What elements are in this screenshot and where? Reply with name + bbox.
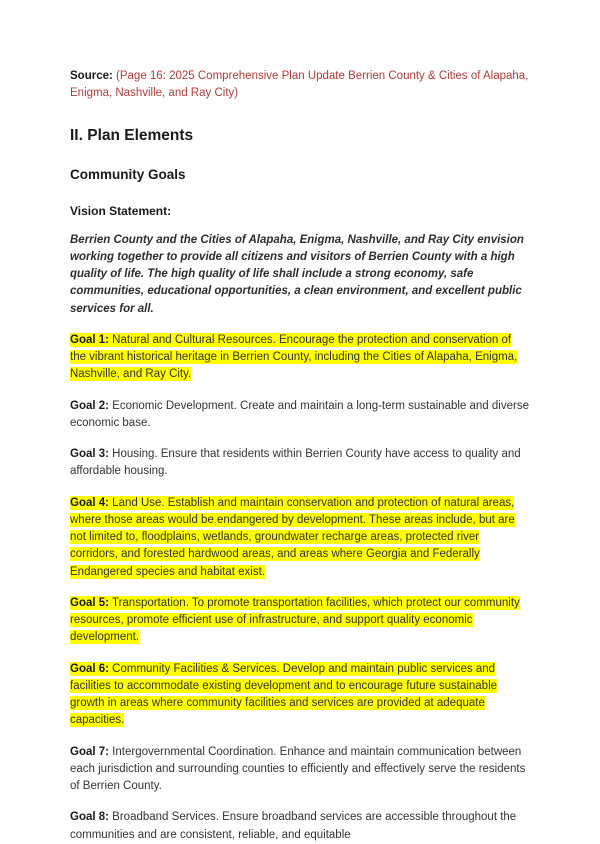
goal-paragraph	[70, 332, 530, 384]
source-line	[70, 68, 530, 103]
goal-text-wrap	[70, 811, 516, 840]
vision-statement-text: Berrien County and the Cities of Alapaha, Enigma, Nashville, and Ray City envision working together to provide all citizens and visitors of Berrien County with a high quality of life. The high quality of life shall include a strong economy, safe communities, educational opportunities, a clean environment, and excellent public services for all.	[70, 233, 524, 315]
goal-body: Housing. Ensure that residents within Berrien County have access to quality and affordable housing.	[70, 448, 521, 478]
goal-label: Goal 3:	[70, 448, 109, 460]
goal-paragraph	[70, 809, 530, 844]
goal-body: Natural and Cultural Resources. Encourage the protection and conservation of the vibrant historical heritage in Berrien County, including the Cities of Alapaha, Enigma, Nashville, and Ray City.	[70, 333, 518, 381]
goal-body: Economic Development. Create and maintain a long-term sustainable and diverse economic base.	[70, 399, 529, 429]
goal-paragraph	[70, 595, 530, 647]
page-title: II. Plan Elements	[70, 126, 194, 144]
goal-label: Goal 1:	[70, 333, 109, 346]
goal-label: Goal 6:	[70, 662, 109, 675]
section-heading-community-goals: Community Goals	[70, 166, 186, 182]
goal-text-wrap	[70, 496, 515, 579]
goal-text-wrap	[70, 662, 497, 728]
goal-paragraph	[70, 446, 530, 481]
goal-label: Goal 8:	[70, 811, 109, 824]
goals-list	[70, 332, 530, 844]
goal-body: Land Use. Establish and maintain conservation and protection of natural areas, where those areas would be endangered by development. These areas include, but are not limited to, floodplains, wetlands, groundwater recharge areas, protected river corridors, and forested hardwood areas, and areas where Georgia and Federally Endangered species and habitat exist.	[70, 496, 515, 578]
source-label: Source:	[70, 70, 113, 82]
goal-text-wrap	[70, 746, 525, 793]
goal-body: Broadband Services. Ensure broadband services are accessible throughout the communities and are consistent, reliable, and equitable	[70, 811, 517, 841]
goal-label: Goal 7:	[70, 745, 109, 758]
source-citation: (Page 16: 2025 Comprehensive Plan Update Berrien County & Cities of Alapaha, Enigma, Nashville, and Ray City)	[70, 70, 529, 100]
goal-label: Goal 2:	[70, 399, 109, 412]
goal-body: Transportation. To promote transportation facilities, which protect our community resources, promote efficient use of infrastructure, and support quality economic development.	[70, 596, 520, 644]
goal-body: Community Facilities & Services. Develop and maintain public services and facilities to accommodate existing development and to encourage future sustainable growth in areas where community facilities and services are provided at adequate capacities.	[70, 662, 498, 727]
goal-text-wrap	[70, 596, 520, 645]
goal-paragraph	[70, 661, 530, 730]
goal-label: Goal 5:	[70, 596, 109, 609]
goal-paragraph	[70, 495, 530, 581]
goal-text-wrap	[70, 448, 521, 477]
goal-paragraph	[70, 744, 530, 796]
goal-text-wrap	[70, 333, 517, 382]
goal-paragraph	[70, 398, 530, 433]
goal-body: Intergovernmental Coordination. Enhance and maintain communication between each jurisdiction and surrounding counties to efficiently and effectively serve the residents of Berrien County.	[70, 745, 526, 792]
goal-label: Goal 4:	[70, 496, 109, 509]
vision-statement-heading: Vision Statement:	[70, 203, 172, 218]
goal-text-wrap	[70, 400, 529, 429]
